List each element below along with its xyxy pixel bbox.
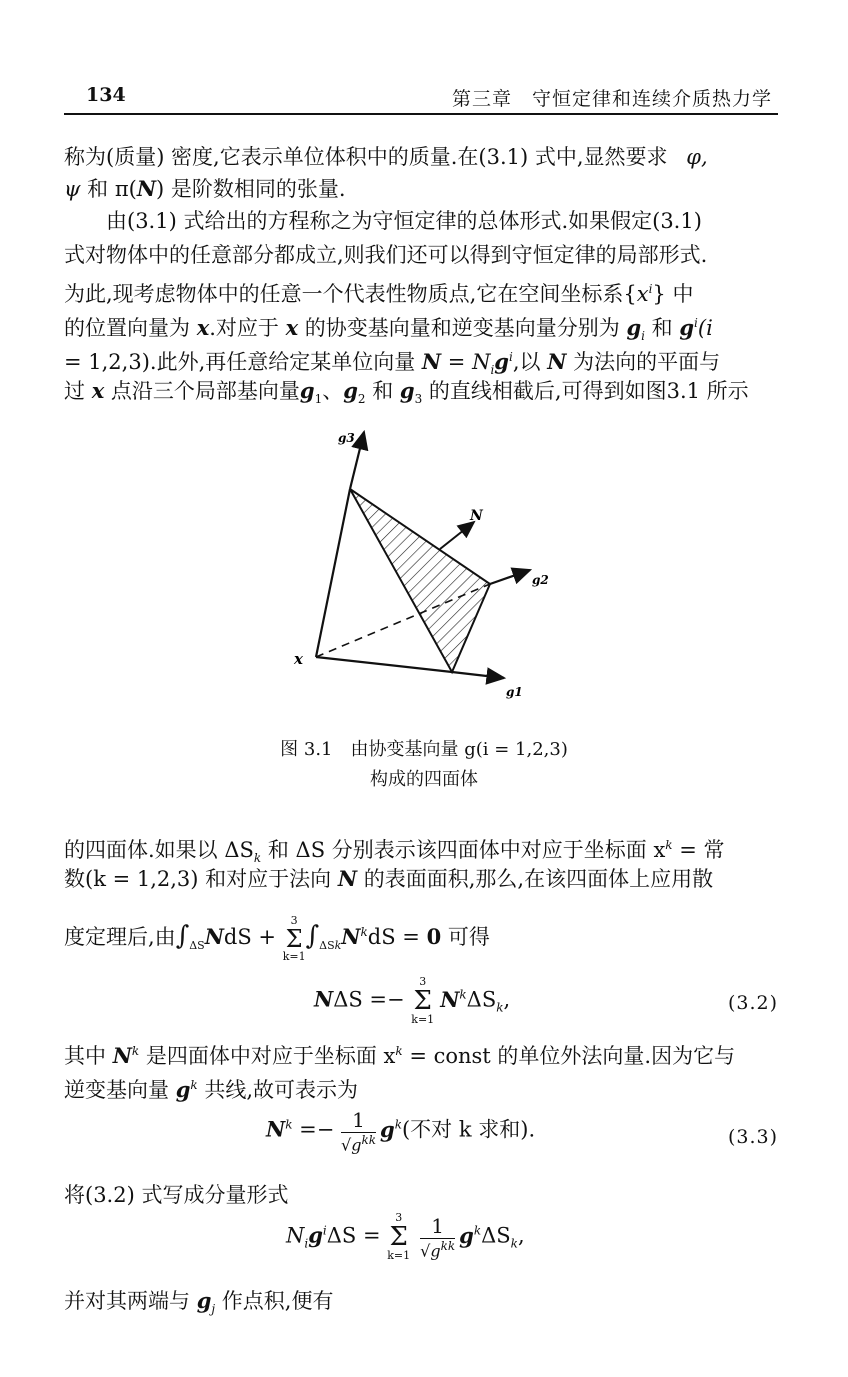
text-run: = 1,2,3).此外,再任意给定某单位向量 (64, 350, 422, 374)
sum-sign: Σ (389, 1222, 408, 1252)
sum-operator (283, 915, 306, 963)
text-run: √g (420, 1241, 441, 1261)
para1-line1 (64, 142, 780, 172)
text-run: 1 (420, 1214, 455, 1239)
sum-operator (411, 976, 434, 1026)
text-run: ,以 (512, 350, 548, 374)
text-run: √g (341, 1135, 362, 1155)
text-run: N (440, 986, 460, 1012)
text-run: g (494, 349, 509, 374)
text-run: 为法向的平面与 (566, 350, 721, 374)
text-run: 3 (419, 975, 427, 988)
text-run: 作点积,便有 (215, 1289, 334, 1313)
text-run: 的表面面积,那么,在该四面体上应用散 (357, 867, 714, 891)
para1-line2 (64, 174, 780, 204)
para2-line6 (64, 376, 780, 414)
edge-x-g3 (316, 489, 350, 657)
component-equation (286, 1212, 525, 1262)
figure-caption-line1: 图 3.1 由协变基向量 g(i = 1,2,3) (280, 739, 568, 760)
text-run: i (648, 282, 653, 296)
text-run: k (496, 1000, 504, 1015)
text-run: ΔS (466, 987, 497, 1012)
integral-sign: ∫ (175, 921, 190, 951)
text-run: 的直线相截后,可得到如图3.1 所示 (422, 379, 749, 403)
text-run: i (490, 363, 495, 378)
denominator (420, 1239, 455, 1260)
text-run: j (211, 1302, 216, 1317)
integral-sign: ∫ (305, 921, 320, 951)
text-run: N (314, 986, 334, 1012)
text-run: N (136, 176, 157, 201)
text-run: 1 (341, 1108, 376, 1133)
text-run: 过 (64, 379, 92, 403)
text-run: g (299, 378, 315, 403)
text-run: 1 (314, 392, 323, 407)
text-run: k=1 (387, 1249, 411, 1262)
text-run: x (91, 378, 105, 403)
text-run: ΔS (319, 939, 335, 953)
text-run: kk (440, 1238, 456, 1253)
text-run: k=1 (282, 949, 306, 963)
text-run: 3 (290, 913, 298, 927)
para4-line2 (64, 1070, 780, 1105)
text-run: N (286, 1223, 305, 1248)
text-run: k (473, 1223, 482, 1238)
text-run: 称为(质量) 密度,它表示单位体积中的质量.在(3.1) 式中,显然要求 (64, 145, 668, 169)
text-run: i (508, 350, 513, 364)
text-run: k (510, 1236, 518, 1251)
text-run: 、 (322, 379, 344, 403)
text-run: 并对其两端与 (64, 1289, 197, 1313)
equation-3-2 (314, 976, 510, 1026)
label-N: N (470, 508, 483, 524)
page-number: 134 (86, 84, 126, 106)
edge-x-g1 (316, 657, 452, 672)
text-run: k (395, 1044, 403, 1058)
text-run: k (360, 925, 368, 939)
text-run: k=1 (411, 1013, 435, 1026)
text-run: g (175, 1077, 191, 1102)
tetrahedron-figure (290, 428, 560, 718)
para4-line1 (64, 1036, 780, 1071)
text-run: k (665, 838, 673, 852)
text-run: N (266, 1116, 286, 1142)
text-run: = 常 (672, 838, 725, 862)
text-run: N (547, 349, 567, 374)
label-g1: g1 (506, 685, 523, 699)
text-run: } 中 (652, 282, 694, 306)
normal-vector-N (440, 522, 474, 549)
text-run: ΔS = (326, 1223, 388, 1248)
text-run: 是四面体中对应于坐标面 x (139, 1044, 396, 1068)
text-run: g (308, 1222, 323, 1248)
text-run: kk (361, 1133, 377, 1147)
text-run: N (337, 866, 358, 891)
text-run: k (190, 1078, 198, 1092)
text-run: 数(k = 1,2,3) 和对应于法向 (64, 867, 338, 891)
text-run: .对应于 (209, 316, 286, 340)
text-run: i (322, 1223, 327, 1238)
para3-line2 (64, 864, 780, 894)
text-run: g (196, 1288, 212, 1313)
text-run: x (636, 282, 649, 306)
header-rule (64, 113, 778, 115)
text-run: ) 是阶数相同的张量. (156, 177, 346, 201)
text-run: k (131, 1044, 140, 1058)
text-run: dS + (223, 925, 283, 949)
text-run: 3 (395, 1211, 403, 1224)
text-run: ΔS (189, 939, 205, 953)
text-run: N (421, 349, 442, 374)
text-run: g (399, 378, 415, 403)
text-run: dS = (367, 925, 427, 949)
text-run: g (679, 315, 695, 340)
axis-g2 (490, 570, 530, 584)
hatched-face (350, 489, 490, 672)
text-run: 其中 (64, 1044, 113, 1068)
figure-caption-line2: 构成的四面体 (370, 769, 478, 790)
fraction (341, 1108, 376, 1154)
equation-number-3-3: (3.3) (727, 1126, 778, 1148)
text-run: 的位置向量为 (64, 316, 197, 340)
para2-line2: 式对物体中的任意部分都成立,则我们还可以得到守恒定律的局部形式. (64, 243, 708, 267)
sum-operator (387, 1212, 410, 1262)
text-run: N (204, 924, 224, 949)
text-run: i (304, 1236, 309, 1251)
text-run: g (343, 378, 358, 403)
fraction (420, 1214, 455, 1260)
text-run: k (459, 987, 467, 1002)
text-run: = const 的单位外法向量.因为它与 (402, 1044, 736, 1068)
sum-sign: Σ (413, 986, 432, 1016)
text-run: 逆变基向量 (64, 1078, 176, 1102)
text-run: 共线,故可表示为 (197, 1078, 359, 1102)
text-run: = N (441, 350, 491, 374)
text-run: N (112, 1043, 132, 1068)
para5-line1: 将(3.2) 式写成分量形式 (64, 1183, 289, 1207)
text-run: ΔS (481, 1223, 511, 1248)
para3-line3 (64, 912, 780, 968)
para2-line3 (64, 274, 780, 309)
text-run: g (459, 1222, 474, 1248)
text-run: (不对 k 求和). (401, 1117, 536, 1142)
text-run: 0 (426, 924, 442, 949)
sum-sign: Σ (285, 924, 303, 953)
text-run: ψ (64, 177, 81, 201)
text-run: 度定理后,由 (64, 925, 176, 949)
axis-g1 (452, 672, 504, 678)
text-run: k (394, 1117, 402, 1132)
text-run: k (334, 939, 342, 953)
text-run: =− (292, 1117, 342, 1142)
text-run: 点沿三个局部基向量 (104, 379, 300, 403)
text-run: 2 (357, 392, 366, 407)
text-run: ΔS =− (333, 987, 412, 1012)
para6-line1 (64, 1286, 780, 1324)
label-x: x (294, 650, 303, 668)
text-run: N (341, 924, 361, 949)
text-run: k (253, 851, 262, 866)
text-run: , (503, 987, 511, 1012)
text-run: 和 (365, 379, 400, 403)
equation-3-3 (266, 1108, 535, 1154)
text-run: 3 (414, 392, 423, 407)
text-run: k (285, 1117, 293, 1132)
text-run: 和 π( (80, 177, 137, 201)
para2-line1: 由(3.1) 式给出的方程称之为守恒定律的总体形式.如果假定(3.1) (106, 209, 702, 233)
text-run: 为此,现考虑物体中的任意一个代表性物质点,它在空间坐标系{ (64, 282, 637, 306)
label-g2: g2 (532, 573, 549, 587)
text-run: x (196, 315, 210, 340)
equation-number-3-2: (3.2) (727, 992, 778, 1014)
text-run: 和 (645, 316, 680, 340)
text-run: 可得 (441, 925, 490, 949)
text-run: i (694, 316, 698, 330)
text-run: , (517, 1223, 525, 1248)
text-run: 的四面体.如果以 ΔS (64, 838, 254, 862)
text-run: g (380, 1116, 395, 1142)
denominator (341, 1133, 376, 1154)
chapter-title: 第三章 守恒定律和连续介质热力学 (451, 88, 772, 110)
text-run: 和 ΔS 分别表示该四面体中对应于坐标面 x (261, 838, 666, 862)
text-run: x (285, 315, 299, 340)
text-run: g (626, 315, 642, 340)
text-run: (i (697, 316, 713, 340)
text-run: i (641, 329, 645, 344)
label-g3: g3 (338, 431, 355, 445)
text-run: φ, (686, 145, 708, 169)
text-run: 的协变基向量和逆变基向量分别为 (298, 316, 627, 340)
